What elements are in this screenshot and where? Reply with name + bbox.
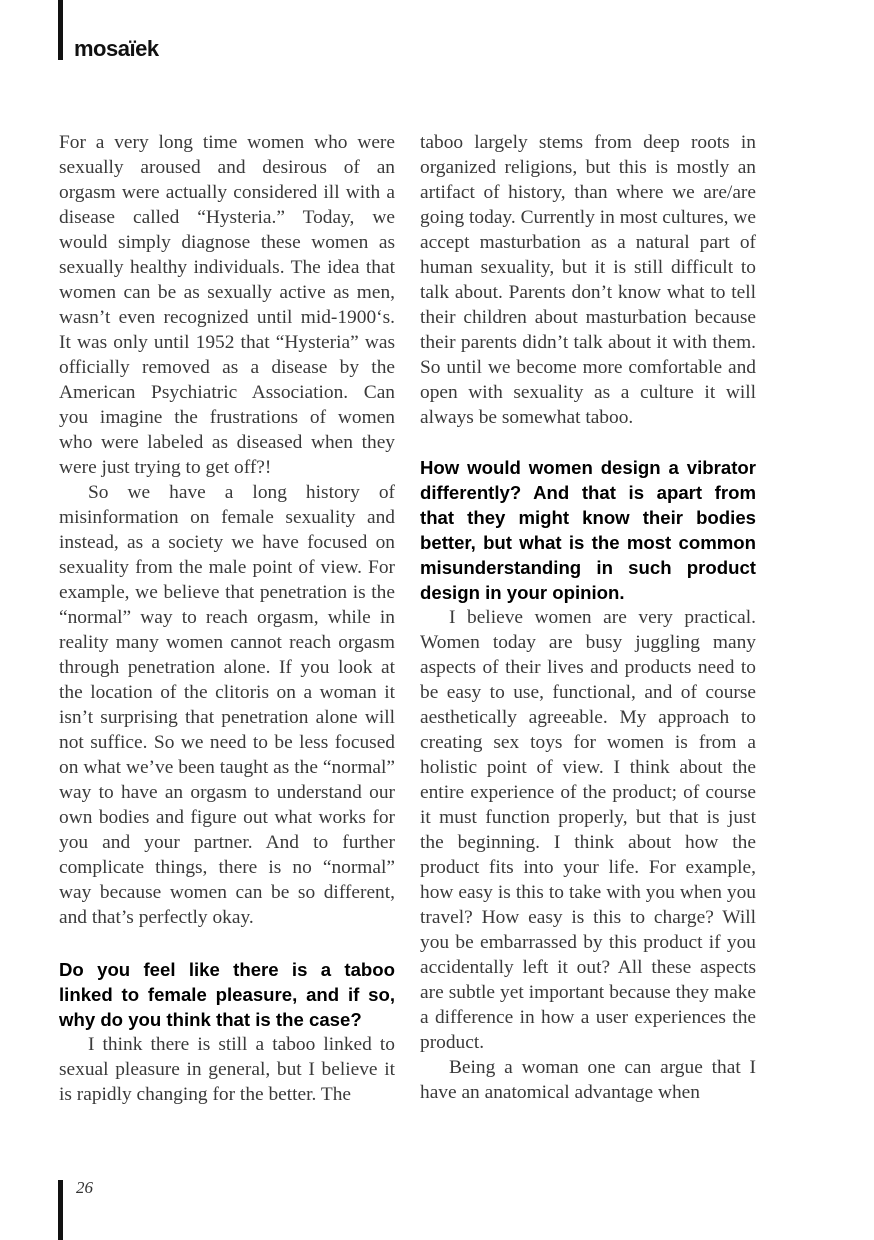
interview-question: How would women design a vibrator differently? And that is apart from that they might know their bodies better, but what is the most common misunderstanding in such product design in your opinion. [420, 457, 756, 603]
interview-question: Do you feel like there is a taboo linked to female pleasure, and if so, why do you think that is the case? [59, 959, 395, 1030]
page-number: 26 [76, 1178, 93, 1197]
header-rule [58, 0, 63, 60]
body-paragraph: I think there is still a taboo linked to sexual pleasure in general, but I believe it is rapidly changing for the better. The [59, 1034, 395, 1105]
right-column [420, 130, 756, 1105]
left-column [59, 130, 395, 1107]
body-paragraph: For a very long time women who were sexually aroused and desirous of an orgasm were actually considered ill with a disease called “Hysteria.” Today, we would simply diagnose these women as sexually healthy individuals. The idea that women can be as sexually active as men, wasn’t even recognized until mid-1900‘s. It was only until 1952 that “Hysteria” was officially removed as a disease by the American Psychiatric Association. Can you imagine the frustrations of women who were labeled as diseased when they were just trying to get off?! [59, 132, 395, 478]
body-paragraph: So we have a long history of misinformation on female sexuality and instead, as a society we have focused on sexuality from the male point of view. For example, we believe that penetration is the “normal” way to reach orgasm, while in reality many women cannot reach orgasm through penetration alone. If you look at the location of the clitoris on a woman it isn’t surprising that penetration alone will not suffice. So we need to be less focused on what we’ve been taught as the “normal” way to have an orgasm to understand our own bodies and figure out what works for you and your partner. And to further complicate things, there is no “normal” way because women can be so different, and that’s perfectly okay. [59, 482, 395, 928]
body-paragraph: taboo largely stems from deep roots in organized religions, but this is mostly an artifact of history, than where we are/are going today. Currently in most cultures, we accept masturbation as a natural part of human sexuality, but it is still difficult to talk about. Parents don’t know what to tell their children about masturbation because their parents didn’t talk about it with them. So until we become more comfortable and open with sexuality as a culture it will always be somewhat taboo. [420, 132, 756, 428]
body-paragraph: I believe women are very practical. Women today are busy juggling many aspects of their lives and products need to be easy to use, functional, and of course aesthetically agreeable. My approach to creating sex toys for women is from a holistic point of view. I think about the entire experience of the product; of course it must function properly, but that is just the beginning. I think about how the product fits into your life. For example, how easy is this to take with you when you travel? How easy is this to charge? Will you be embarrassed by this product if you accidentally left it out? All these aspects are subtle yet important because they make a difference in how a user experiences the product. [420, 607, 756, 1053]
footer-rule [58, 1180, 63, 1240]
body-paragraph: Being a woman one can argue that I have an anatomical advantage when [420, 1057, 756, 1103]
magazine-masthead: mosaïek [74, 36, 159, 61]
